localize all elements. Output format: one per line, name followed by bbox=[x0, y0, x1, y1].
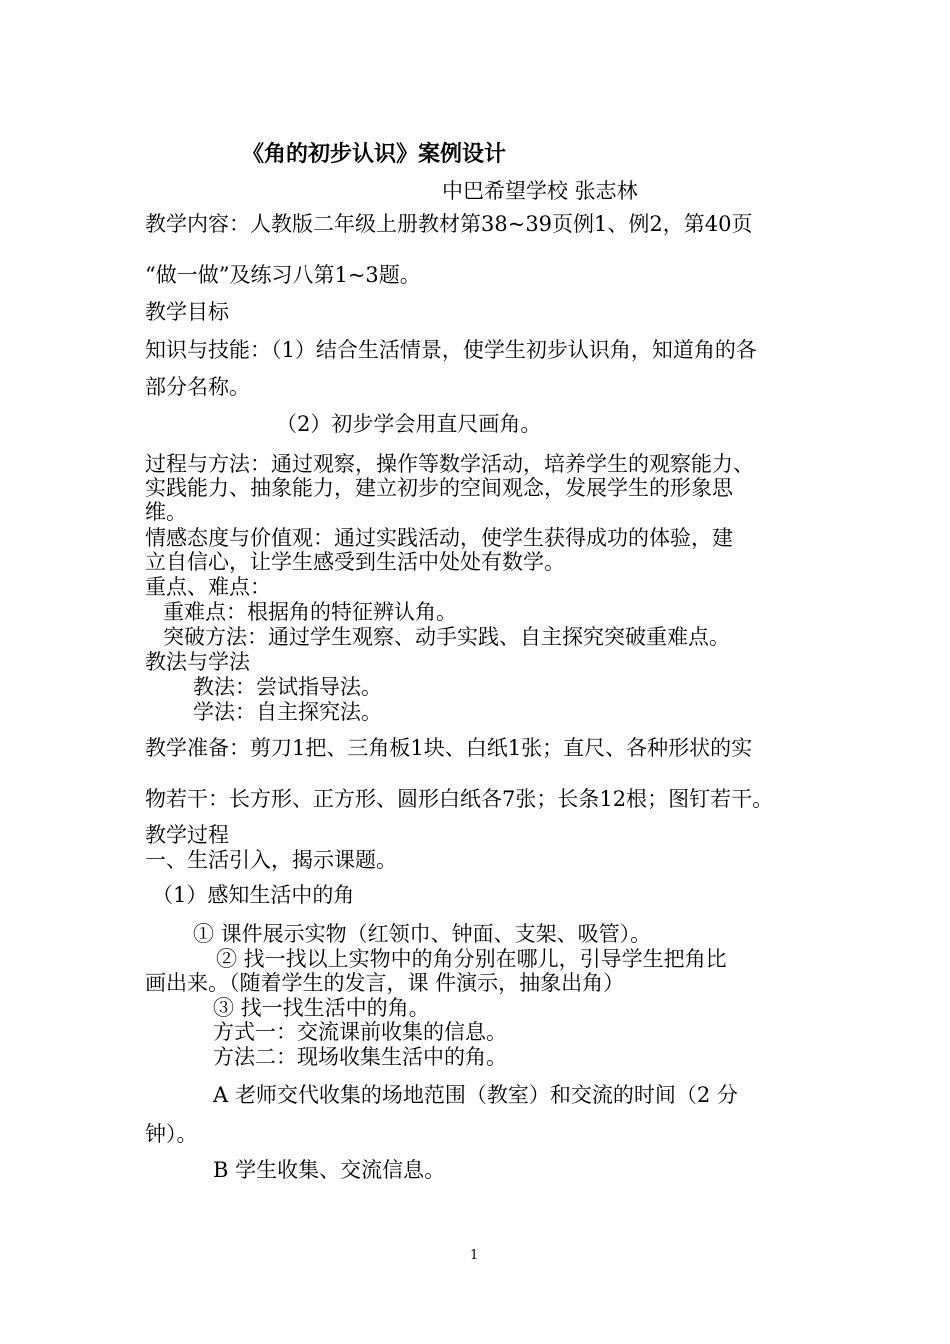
document-author: 中巴希望学校 张志林 bbox=[442, 179, 638, 203]
text-line: B 学生收集、交流信息。 bbox=[213, 1158, 446, 1182]
list-item: ③ 找一找生活中的角。 bbox=[213, 996, 430, 1020]
list-item: ② 找一找以上实物中的角分别在哪儿，引导学生把角比 bbox=[216, 947, 727, 971]
text-line: 部分名称。 bbox=[145, 375, 250, 399]
text-line: 画出来。（随着学生的发言，课 件演示，抽象出角） bbox=[145, 971, 625, 995]
text-line: 学法：自主探究法。 bbox=[193, 700, 382, 724]
text-line: 重难点：根据角的特征辨认角。 bbox=[163, 600, 457, 624]
text-line: A 老师交代收集的场地范围（教室）和交流的时间（2 分 bbox=[213, 1083, 738, 1107]
text-line: （2）初步学会用直尺画角。 bbox=[276, 412, 542, 436]
text-line: 维。 bbox=[145, 500, 187, 524]
text-line: 一、生活引入，揭示课题。 bbox=[145, 848, 397, 872]
section-heading: 教学目标 bbox=[145, 300, 229, 324]
text-line: 方法二：现场收集生活中的角。 bbox=[213, 1045, 507, 1069]
section-heading: 教学过程 bbox=[145, 823, 229, 847]
text-line: 过程与方法：通过观察，操作等数学活动，培养学生的观察能力、 bbox=[145, 452, 754, 476]
text-line: 教学内容：人教版二年级上册教材第38~39页例1、例2，第40页 bbox=[145, 212, 753, 236]
text-line: 情感态度与价值观：通过实践活动，使学生获得成功的体验，建 bbox=[145, 526, 733, 550]
text-line: 突破方法：通过学生观察、动手实践、自主探究突破重难点。 bbox=[163, 625, 730, 649]
section-heading: 重点、难点： bbox=[145, 575, 271, 599]
text-line: “做一做”及练习八第1~3题。 bbox=[145, 263, 421, 287]
text-line: （1）感知生活中的角 bbox=[152, 883, 355, 907]
document-title: 《角的初步认识》案例设计 bbox=[242, 142, 507, 167]
list-item: ① 课件展示实物（红领巾、钟面、支架、吸管）。 bbox=[193, 922, 652, 946]
text-line: 物若干：长方形、正方形、圆形白纸各7张；长条12根；图钉若干。 bbox=[145, 787, 774, 811]
text-line: 实践能力、抽象能力，建立初步的空间观念，发展学生的形象思 bbox=[145, 476, 733, 500]
section-heading: 教法与学法 bbox=[145, 650, 250, 674]
text-line: 教学准备：剪刀1把、三角板1块、白纸1张；直尺、各种形状的实 bbox=[145, 736, 753, 760]
text-line: 方式一：交流课前收集的信息。 bbox=[213, 1020, 507, 1044]
text-line: 知识与技能：（1）结合生活情景，使学生初步认识角，知道角的各 bbox=[145, 338, 757, 362]
text-line: 立自信心，让学生感受到生活中处处有数学。 bbox=[145, 550, 565, 574]
text-line: 钟）。 bbox=[145, 1122, 198, 1146]
text-line: 教法：尝试指导法。 bbox=[193, 675, 382, 699]
page-number: 1 bbox=[470, 1248, 479, 1263]
